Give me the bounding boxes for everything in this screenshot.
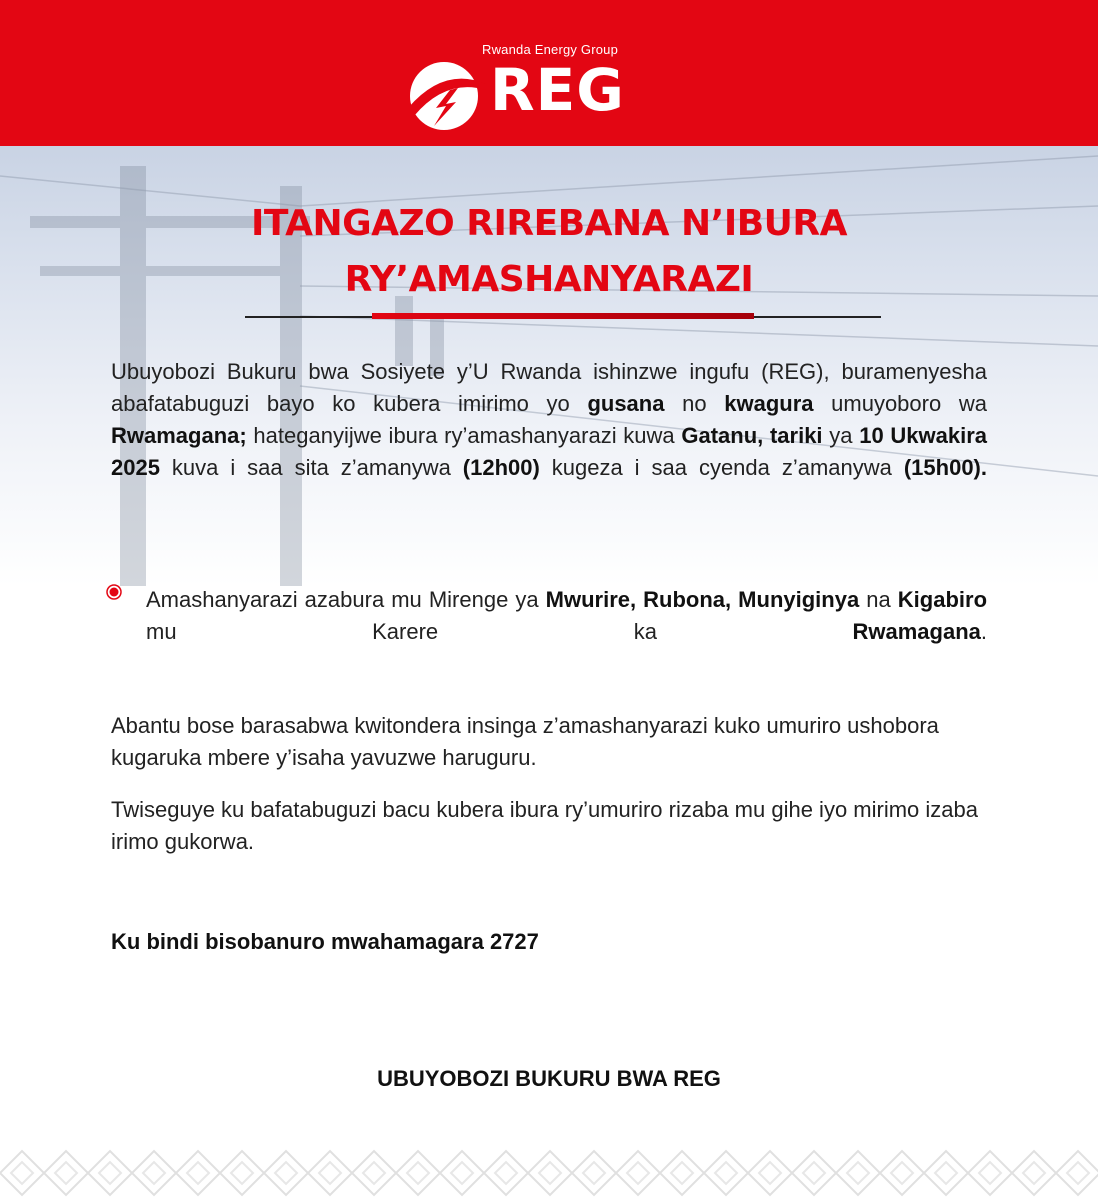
page-title bbox=[0, 196, 1098, 308]
lightning-circle-icon bbox=[406, 56, 486, 132]
para1-bold-3: Rwamagana; bbox=[111, 423, 247, 448]
para1-bold-6: (12h00) bbox=[462, 455, 540, 480]
para1-bold-7: (15h00). bbox=[903, 455, 987, 480]
para1-text-3: umuyoboro wa bbox=[813, 391, 987, 416]
title-divider-accent bbox=[372, 313, 754, 319]
bullet-bold-1: Mwurire, Rubona, Munyiginya bbox=[545, 587, 860, 612]
para1-text-4: hateganyijwe ibura ry’amashanyarazi kuwa bbox=[246, 423, 682, 448]
red-dot-icon bbox=[106, 584, 122, 600]
safety-paragraph: Abantu bose barasabwa kwitondera insinga z’amashanyarazi kuko umuriro ushobora kugaruka mbere y’isaha yavuzwe haruguru. bbox=[111, 713, 939, 770]
logo-org-name: Rwanda Energy Group bbox=[482, 42, 619, 57]
contact-line: Ku bindi bisobanuro mwahamagara 2727 bbox=[111, 929, 539, 954]
para1-bold-4: Gatanu, tariki bbox=[681, 423, 823, 448]
bullet-text-2: na bbox=[859, 587, 898, 612]
header-banner bbox=[0, 0, 1098, 146]
logo-text: REG bbox=[490, 56, 625, 124]
para1-bold-2: kwagura bbox=[724, 391, 814, 416]
apology-paragraph: Twiseguye ku bafatabuguzi bacu kubera ibura ry’umuriro rizaba mu gihe iyo mirimo izaba irimo gukorwa. bbox=[111, 797, 978, 854]
reg-logo bbox=[406, 40, 646, 130]
bullet-text-3: mu Karere ka bbox=[146, 619, 853, 644]
bullet-text-1: Amashanyarazi azabura mu Mirenge ya bbox=[146, 587, 546, 612]
para1-text-5: ya bbox=[822, 423, 860, 448]
para1-text-7: kugeza i saa cyenda z’amanywa bbox=[539, 455, 904, 480]
para1-bold-1: gusana bbox=[587, 391, 665, 416]
title-line-2: RY’AMASHANYARAZI bbox=[344, 259, 754, 300]
bullet-bold-2: Kigabiro bbox=[897, 587, 988, 612]
para1-text-1: Ubuyobozi Bukuru bwa Sosiyete y’U Rwanda ishinzwe ingufu (REG), buramenyesha abafatabuguzi bayo ko kubera imirimo yo bbox=[111, 359, 987, 416]
para1-bold-5: 10 Ukwakira 2025 bbox=[111, 423, 987, 480]
para1-text-2: no bbox=[664, 391, 725, 416]
signature: UBUYOBOZI BUKURU BWA REG bbox=[377, 1066, 721, 1091]
title-line-1: ITANGAZO RIREBANA N’IBURA bbox=[250, 203, 847, 244]
bullet-bold-3: Rwamagana bbox=[852, 619, 981, 644]
footer-pattern bbox=[0, 1146, 1098, 1200]
announcement-paragraph bbox=[111, 356, 987, 484]
para1-text-6: kuva i saa sita z’amanywa bbox=[159, 455, 463, 480]
bullet-text-4: . bbox=[980, 619, 987, 644]
affected-areas-bullet bbox=[146, 584, 987, 648]
